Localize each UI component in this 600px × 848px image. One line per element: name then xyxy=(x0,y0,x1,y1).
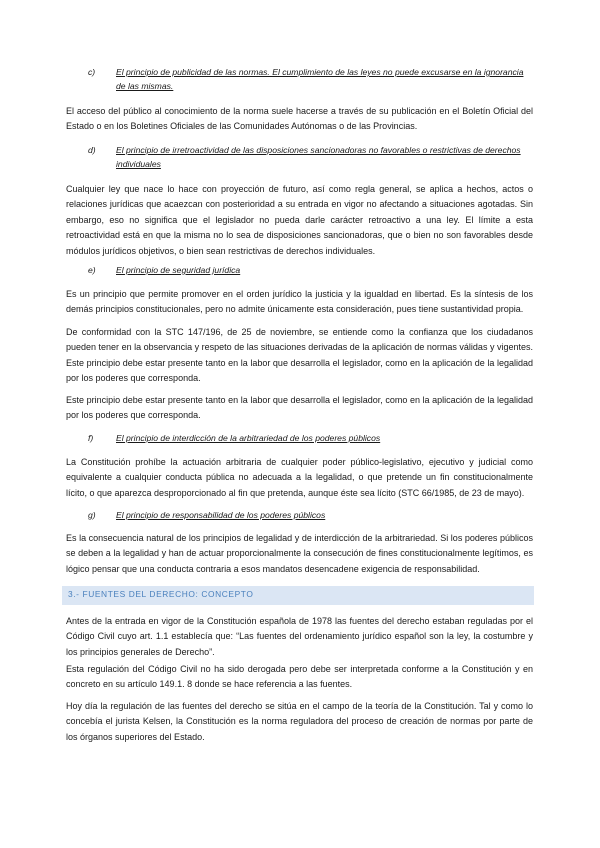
item-title-cont: de las mismas. xyxy=(116,81,174,91)
paragraph-responsabilidad: Es la consecuencia natural de los principios de legalidad y de interdicción de la arbitrariedad. Si los poderes públicos se deben a la legalidad y han de actuar proporcionalmente la consecución de fines constitucionalmente legítimos, es lógico pensar que una conducta contraria a esos mandatos desencadene exigencia de responsabilidad. xyxy=(66,533,533,574)
paragraph-publicidad: El acceso del público al conocimiento de la norma suele hacerse a través de su publicación en el Boletín Oficial del Estado o en los Boletines Oficiales de las Comunidades Autónomas o de las Provincias. xyxy=(66,106,533,132)
item-label: d) xyxy=(88,145,96,155)
paragraph-fuentes-3: Hoy día la regulación de las fuentes del derecho se sitúa en el campo de la teoría de la Constitución. Tal y como lo concebía el jurista Kelsen, la Constitución es la norma reguladora del proceso de creación de normas por parte de los órganos superiores del Estado. xyxy=(66,701,533,742)
item-title: El principio de responsabilidad de los poderes públicos xyxy=(116,510,326,520)
item-title-cont: individuales xyxy=(116,159,161,169)
paragraph-seguridad-3: Este principio debe estar presente tanto en la labor que desarrolla el legislador, como en la aplicación de la legalidad por los poderes que corresponda. xyxy=(66,395,533,421)
section-heading-bar xyxy=(62,586,534,605)
item-label: g) xyxy=(88,510,96,520)
paragraph-interdiccion: La Constitución prohíbe la actuación arbitraria de cualquier poder público-legislativo, ejecutivo y judicial como equivalente a cualquier conducta pública no adecuada a la legalidad, o que pretende un fin constitucionalmente lícito, o que aparezca desproporcionado al fin que pretenda, aunque éste sea lícito (STC 66/1985, de 23 de mayo). xyxy=(66,457,533,498)
item-label: f) xyxy=(88,433,94,443)
item-title: El principio de interdicción de la arbitrariedad de los poderes públicos xyxy=(116,433,381,443)
principle-c-heading xyxy=(88,65,533,93)
principle-d-heading xyxy=(88,143,533,171)
principle-e-heading xyxy=(88,263,533,277)
item-title: El principio de seguridad jurídica xyxy=(116,265,241,275)
paragraph-fuentes-2: Esta regulación del Código Civil no ha sido derogada pero debe ser interpretada conforme a la Constitución y en concreto en su artículo 149.1. 8 donde se hace referencia a las fuentes. xyxy=(66,664,533,690)
paragraph-irretroactividad: Cualquier ley que nace lo hace con proyección de futuro, así como regla general, se aplica a hechos, actos o relaciones jurídicas que acaezcan con posterioridad a su entrada en vigor no afectando a situaciones agotadas. Sin embargo, eso no significa que el legislador no pueda darle carácter retroactivo a una ley. El límite a esta retroactividad está en que la misma no lo sea de disposiciones sancionadoras, que o bien no son favorables desde módulos jurídicos objetivos, o bien sean restrictivas de derechos individuales. xyxy=(66,184,533,256)
section-heading: 3.- FUENTES DEL DERECHO: CONCEPTO xyxy=(68,589,254,599)
principle-f-heading xyxy=(88,431,533,445)
paragraph-fuentes-1: Antes de la entrada en vigor de la Constitución española de 1978 las fuentes del derecho estaban reguladas por el Código Civil cuyo art. 1.1 establecía que: “Las fuentes del ordenamiento jurídico español son la ley, la costumbre y los principios generales de Derecho”. xyxy=(66,616,533,657)
paragraph-seguridad-1: Es un principio que permite promover en el orden jurídico la justicia y la igualdad en libertad. Es la síntesis de los demás principios constitucionales, pero no admite únicamente esta consideración, pues tiene sustantividad propia. xyxy=(66,289,533,315)
item-title: El principio de publicidad de las normas. El cumplimiento de las leyes no puede excusarse en la ignorancia xyxy=(116,67,524,77)
item-label: c) xyxy=(88,67,96,77)
paragraph-seguridad-2: De conformidad con la STC 147/196, de 25 de noviembre, se entiende como la confianza que los ciudadanos pueden tener en la observancia y respeto de las situaciones derivadas de la aplicación de normas válidas y vigentes. Este principio debe estar presente tanto en la labor que desarrolla el legislador, como en la aplicación de la legalidad por los poderes que corresponda. xyxy=(66,327,533,384)
item-title: El principio de irretroactividad de las disposiciones sancionadoras no favorables o restrictivas de derechos xyxy=(116,145,521,155)
principle-g-heading xyxy=(88,508,533,522)
item-label: e) xyxy=(88,265,96,275)
